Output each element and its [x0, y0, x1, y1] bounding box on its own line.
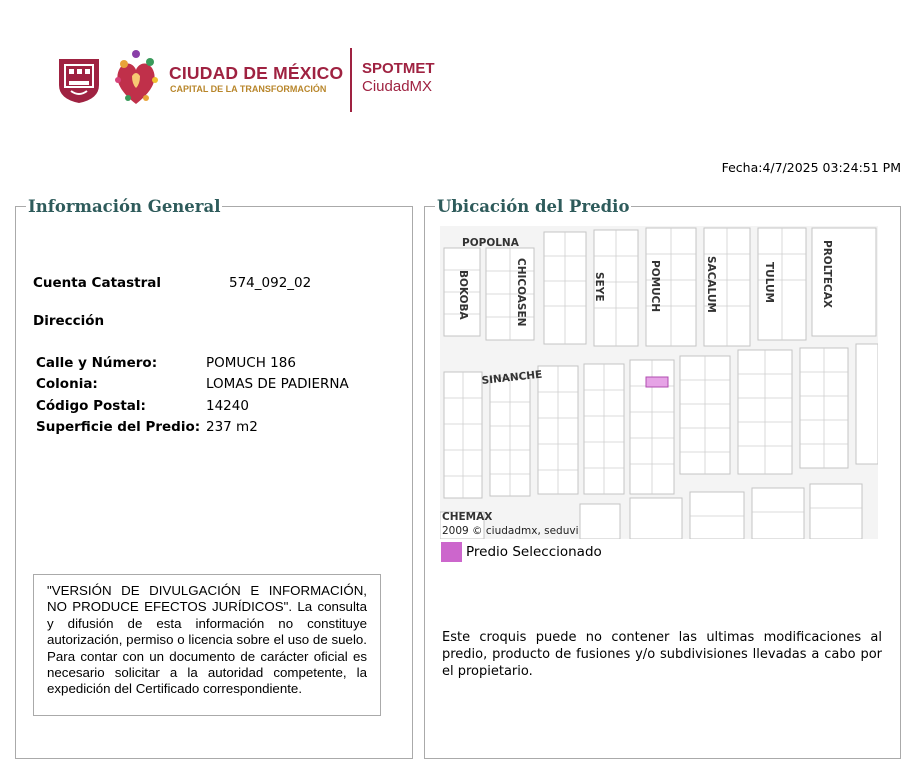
brand-title: CIUDAD DE MÉXICO	[169, 63, 344, 83]
codigo-postal-label: Código Postal:	[36, 398, 146, 414]
map-disclaimer-note: Este croquis puede no contener las ultimas modificaciones al predio, producto de fusiones y/o subdivisiones llevadas a cabo por el propietario.	[442, 630, 882, 679]
street-label: CHICOASEN	[515, 258, 527, 327]
calle-label: Calle y Número:	[36, 355, 158, 371]
street-label: POMUCH	[649, 260, 661, 313]
app-title: SPOTMET	[362, 60, 435, 77]
street-label: CHEMAX	[442, 511, 493, 523]
map-credit: 2009 © ciudadmx, seduvi	[442, 525, 579, 537]
direccion-heading: Dirección	[33, 313, 105, 329]
brand-subtitle: CAPITAL DE LA TRANSFORMACIÓN	[170, 84, 327, 94]
app-subtitle: CiudadMX	[362, 78, 433, 95]
superficie-value: 237 m2	[206, 419, 258, 435]
street-label: SEYE	[593, 272, 605, 302]
street-label: SINANCHE	[481, 368, 543, 387]
street-label: SACALUM	[705, 256, 717, 313]
superficie-label: Superficie del Predio:	[36, 419, 201, 435]
legal-disclaimer: "VERSIÓN DE DIVULGACIÓN E INFORMACIÓN, NO PRODUCE EFECTOS JURÍDICOS". La consulta y difusión de esta información no constituye autorización, permiso o licencia sobre el uso de suelo. Para contar con un documento de carácter oficial es necesario solicitar a la autoridad competente, la expedición del Certificado correspondiente.	[33, 574, 381, 716]
map-graphic	[440, 226, 878, 539]
heart-emblem-icon	[110, 48, 162, 110]
general-info-legend: Información General	[28, 197, 221, 216]
street-label: BOKOBA	[457, 270, 469, 320]
calle-value: POMUCH 186	[206, 355, 296, 371]
street-label: POPOLNA	[462, 237, 519, 249]
selected-lot	[646, 377, 668, 387]
colonia-label: Colonia:	[36, 376, 98, 392]
location-map	[440, 226, 878, 539]
header-logo-area	[52, 46, 452, 116]
cuenta-catastral-value: 574_092_02	[229, 275, 312, 291]
street-label: PROLTECAX	[821, 240, 833, 308]
cuenta-catastral-label: Cuenta Catastral	[33, 275, 162, 291]
cdmx-shield-icon	[55, 55, 103, 105]
selected-lot-swatch	[441, 542, 462, 562]
report-date: Fecha:4/7/2025 03:24:51 PM	[721, 160, 901, 175]
codigo-postal-value: 14240	[206, 398, 249, 414]
colonia-value: LOMAS DE PADIERNA	[206, 376, 349, 392]
location-legend: Ubicación del Predio	[437, 197, 630, 216]
street-label: TULUM	[763, 262, 775, 303]
brand-divider	[350, 48, 352, 112]
selected-lot-legend-label: Predio Seleccionado	[466, 544, 602, 560]
